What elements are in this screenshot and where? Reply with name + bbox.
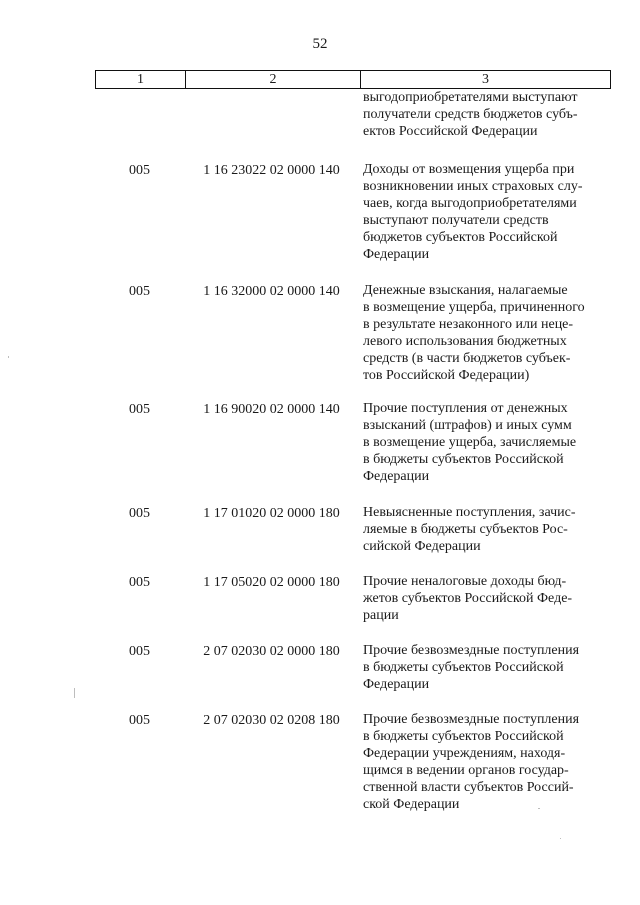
text-line: в бюджеты субъектов Российской (363, 660, 564, 675)
admin-code: 005 (129, 713, 150, 728)
budget-classification-code: 1 16 90020 02 0000 140 (203, 402, 340, 417)
continuation-text (363, 89, 599, 140)
text-line: в бюджеты субъектов Российской (363, 729, 564, 744)
table-row (95, 504, 611, 555)
income-description (363, 573, 599, 624)
budget-classification-code: 1 16 32000 02 0000 140 (203, 284, 340, 299)
income-description (363, 642, 599, 693)
scan-speck (538, 808, 540, 809)
text-line: Прочие безвозмездные поступления (363, 643, 580, 658)
text-line: Федерации учреждениям, находя- (363, 746, 566, 761)
budget-classification-code: 1 17 01020 02 0000 180 (203, 506, 340, 521)
table-row (95, 711, 611, 813)
admin-code: 005 (129, 575, 150, 590)
text-line: ской Федерации (363, 797, 460, 812)
income-description (363, 161, 599, 263)
text-line: тов Российской Федерации) (363, 368, 530, 383)
text-line: Федерации (363, 247, 430, 262)
text-line: Доходы от возмещения ущерба при (363, 162, 575, 177)
text-line: Прочие неналоговые доходы бюд- (363, 574, 567, 589)
text-line: получатели средств бюджетов субъ- (363, 107, 578, 122)
table-row (95, 161, 611, 263)
table-row (95, 282, 611, 384)
page-number: 52 (312, 36, 328, 52)
header-column-1: 1 (137, 72, 144, 87)
admin-code: 005 (129, 506, 150, 521)
income-description (363, 711, 599, 813)
table-row (95, 400, 611, 485)
budget-classification-code: 1 16 23022 02 0000 140 (203, 163, 340, 178)
admin-code: 005 (129, 402, 150, 417)
text-line: в возмещение ущерба, причиненного (363, 300, 585, 315)
admin-code: 005 (129, 284, 150, 299)
text-line: ектов Российской Федерации (363, 124, 538, 139)
table-header-row (95, 70, 611, 89)
scan-speck (8, 356, 9, 358)
table-row (95, 573, 611, 624)
text-line: чаев, когда выгодоприобретателями (363, 196, 577, 211)
scan-speck (74, 688, 75, 698)
text-line: ляемые в бюджеты субъектов Рос- (363, 522, 568, 537)
text-line: щимся в ведении органов государ- (363, 763, 569, 778)
table-row (95, 642, 611, 693)
text-line: Невыясненные поступления, зачис- (363, 505, 576, 520)
income-description (363, 282, 599, 384)
income-description (363, 400, 599, 485)
text-line: левого использования бюджетных (363, 334, 567, 349)
text-line: в возмещение ущерба, зачисляемые (363, 435, 577, 450)
text-line: жетов субъектов Российской Феде- (363, 591, 573, 606)
text-line: рации (363, 608, 399, 623)
table-body (95, 89, 611, 813)
text-line: выгодоприобретателями выступают (363, 90, 578, 105)
text-line: сийской Федерации (363, 539, 481, 554)
budget-classification-code: 1 17 05020 02 0000 180 (203, 575, 340, 590)
header-column-3: 3 (360, 71, 610, 88)
admin-code: 005 (129, 644, 150, 659)
text-line: Федерации (363, 677, 430, 692)
header-column-2: 2 (185, 71, 360, 88)
text-line: средств (в части бюджетов субъек- (363, 351, 571, 366)
text-line: в бюджеты субъектов Российской (363, 452, 564, 467)
scan-speck (560, 838, 561, 839)
text-line: выступают получатели средств (363, 213, 549, 228)
text-line: возникновении иных страховых слу- (363, 179, 583, 194)
text-line: Федерации (363, 469, 430, 484)
admin-code: 005 (129, 163, 150, 178)
budget-classification-code: 2 07 02030 02 0208 180 (203, 713, 340, 728)
text-line: бюджетов субъектов Российской (363, 230, 558, 245)
text-line: в результате незаконного или неце- (363, 317, 574, 332)
text-line: ственной власти субъектов Россий- (363, 780, 574, 795)
text-line: Прочие поступления от денежных (363, 401, 568, 416)
income-description (363, 504, 599, 555)
budget-classification-code: 2 07 02030 02 0000 180 (203, 644, 340, 659)
text-line: Прочие безвозмездные поступления (363, 712, 580, 727)
text-line: Денежные взыскания, налагаемые (363, 283, 568, 298)
text-line: взысканий (штрафов) и иных сумм (363, 418, 572, 433)
